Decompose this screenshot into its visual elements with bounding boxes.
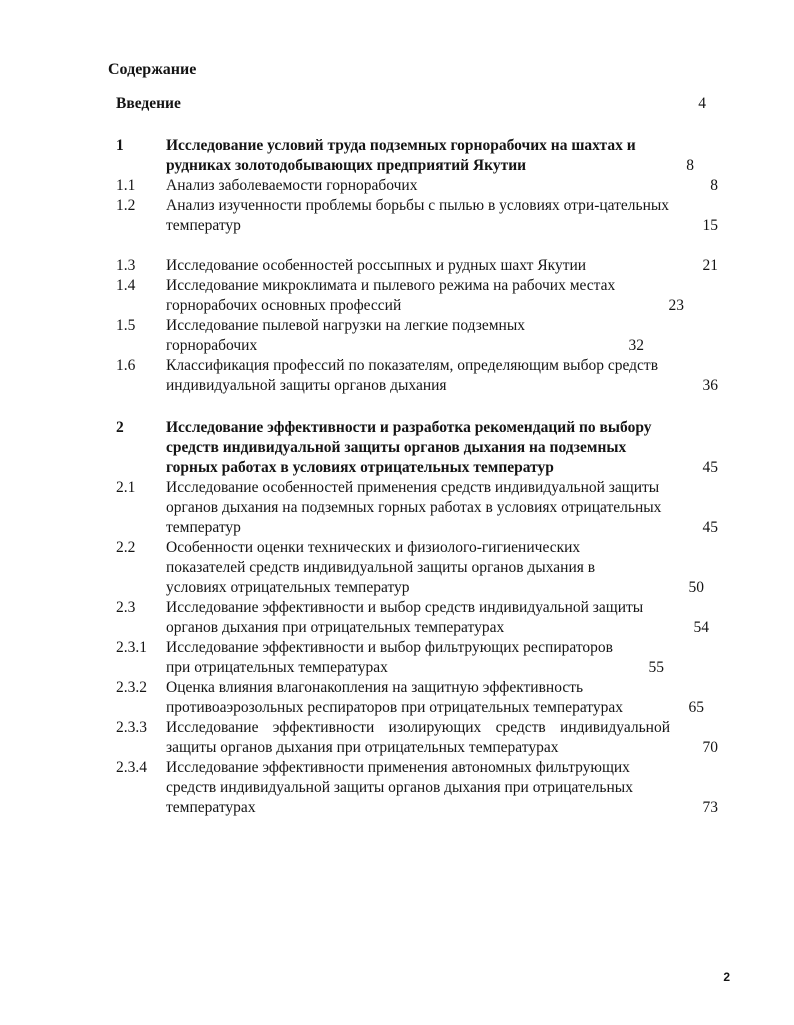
section-number: 2.3.4 [116, 759, 147, 776]
section-title: Исследование условий труда подземных горнорабочих на шахтах и рудниках золотодобывающих предприятий Якутии [166, 137, 636, 174]
toc-entry-1-6 [116, 356, 718, 396]
section-title: Исследование особенностей применения средств индивидуальной защиты органов дыхания на подземных горных работах в условиях отрицательных температур [166, 479, 662, 536]
section-page: 50 [688, 579, 704, 596]
section-title: Исследование эффективности и выбор фильтрующих респираторов при отрицательных температурах [166, 639, 614, 676]
toc-entry-2-3-4 [116, 758, 718, 818]
section-title: Исследование особенностей россыпных и рудных шахт Якутии [166, 257, 587, 274]
toc-entry-1-4 [116, 276, 718, 316]
toc-entry-2-3-2 [116, 678, 718, 718]
toc-entry-1 [116, 136, 718, 176]
section-number: 2.3.3 [116, 719, 147, 736]
toc-entry-2-3 [116, 598, 718, 638]
section-title: Анализ заболеваемости горнорабочих [166, 177, 418, 194]
section-number: 2.3.2 [116, 679, 147, 696]
section-page: 54 [693, 619, 709, 636]
section-title: Исследование эффективности и разработка рекомендаций по выбору средств индивидуальной защиты органов дыхания на подземных горных работах в условиях отрицательных температур [166, 419, 652, 476]
section-title: Исследование пылевой нагрузки на легкие подземных горнорабочих [166, 317, 525, 354]
section-number: 2.3.1 [116, 639, 147, 656]
section-page: 8 [710, 177, 718, 194]
section-title: Исследование эффективности изолирующих средств индивидуальной защиты органов дыхания при отрицательных температурах [166, 719, 670, 756]
toc-entry-1-2 [116, 196, 718, 236]
section-number: 2.3 [116, 599, 136, 616]
toc-entry-1-1 [116, 176, 718, 196]
section-page: 45 [702, 519, 718, 536]
section-number: 2 [116, 419, 124, 436]
toc-entry-2 [116, 418, 718, 478]
section-number: 1.3 [116, 257, 136, 274]
section-page: 55 [648, 659, 664, 676]
toc-heading: Содержание [108, 61, 197, 78]
page-number: 2 [723, 970, 730, 984]
section-number: 1.2 [116, 197, 136, 214]
section-page: 32 [628, 337, 644, 354]
intro-page-number: 4 [698, 95, 706, 112]
toc-entry-2-2 [116, 538, 718, 598]
section-title: Исследование эффективности применения автономных фильтрующих средств индивидуальной защиты органов дыхания при отрицательных температурах [166, 759, 633, 816]
section-number: 1.5 [116, 317, 136, 334]
section-page: 23 [668, 297, 684, 314]
section-page: 21 [702, 257, 718, 274]
section-title: Классификация профессий по показателям, определяющим выбор средств индивидуальной защиты органов дыхания [166, 357, 659, 394]
toc-entry-2-1 [116, 478, 718, 538]
section-title: Особенности оценки технических и физиолого-гигиенических показателей средств индивидуальной защиты органов дыхания в условиях отрицательных температур [166, 539, 596, 596]
section-number: 1.6 [116, 357, 136, 374]
toc-entry-2-3-3 [116, 718, 718, 758]
section-page: 73 [702, 799, 718, 816]
section-page: 65 [688, 699, 704, 716]
toc-entry-1-5 [116, 316, 718, 356]
section-page: 70 [702, 739, 718, 756]
section-number: 2.1 [116, 479, 136, 496]
section-page: 8 [686, 157, 694, 174]
intro-label: Введение [116, 95, 181, 112]
section-number: 2.2 [116, 539, 136, 556]
section-title: Исследование эффективности и выбор средств индивидуальной защиты органов дыхания при отрицательных температурах [166, 599, 644, 636]
section-title: Анализ изученности проблемы борьбы с пылью в условиях отри-цательных температур [166, 197, 670, 234]
toc-list [116, 136, 718, 818]
section-page: 45 [702, 459, 718, 476]
section-number: 1.1 [116, 177, 136, 194]
toc-entry-1-3 [116, 256, 718, 276]
section-number: 1 [116, 137, 124, 154]
section-title: Оценка влияния влагонакопления на защитную эффективность противоаэрозольных респираторов при отрицательных температурах [166, 679, 623, 716]
section-page: 15 [702, 217, 718, 234]
section-number: 1.4 [116, 277, 136, 294]
section-page: 36 [702, 377, 718, 394]
toc-entry-2-3-1 [116, 638, 718, 678]
section-title: Исследование микроклимата и пылевого режима на рабочих местах горнорабочих основных профессий [166, 277, 616, 314]
